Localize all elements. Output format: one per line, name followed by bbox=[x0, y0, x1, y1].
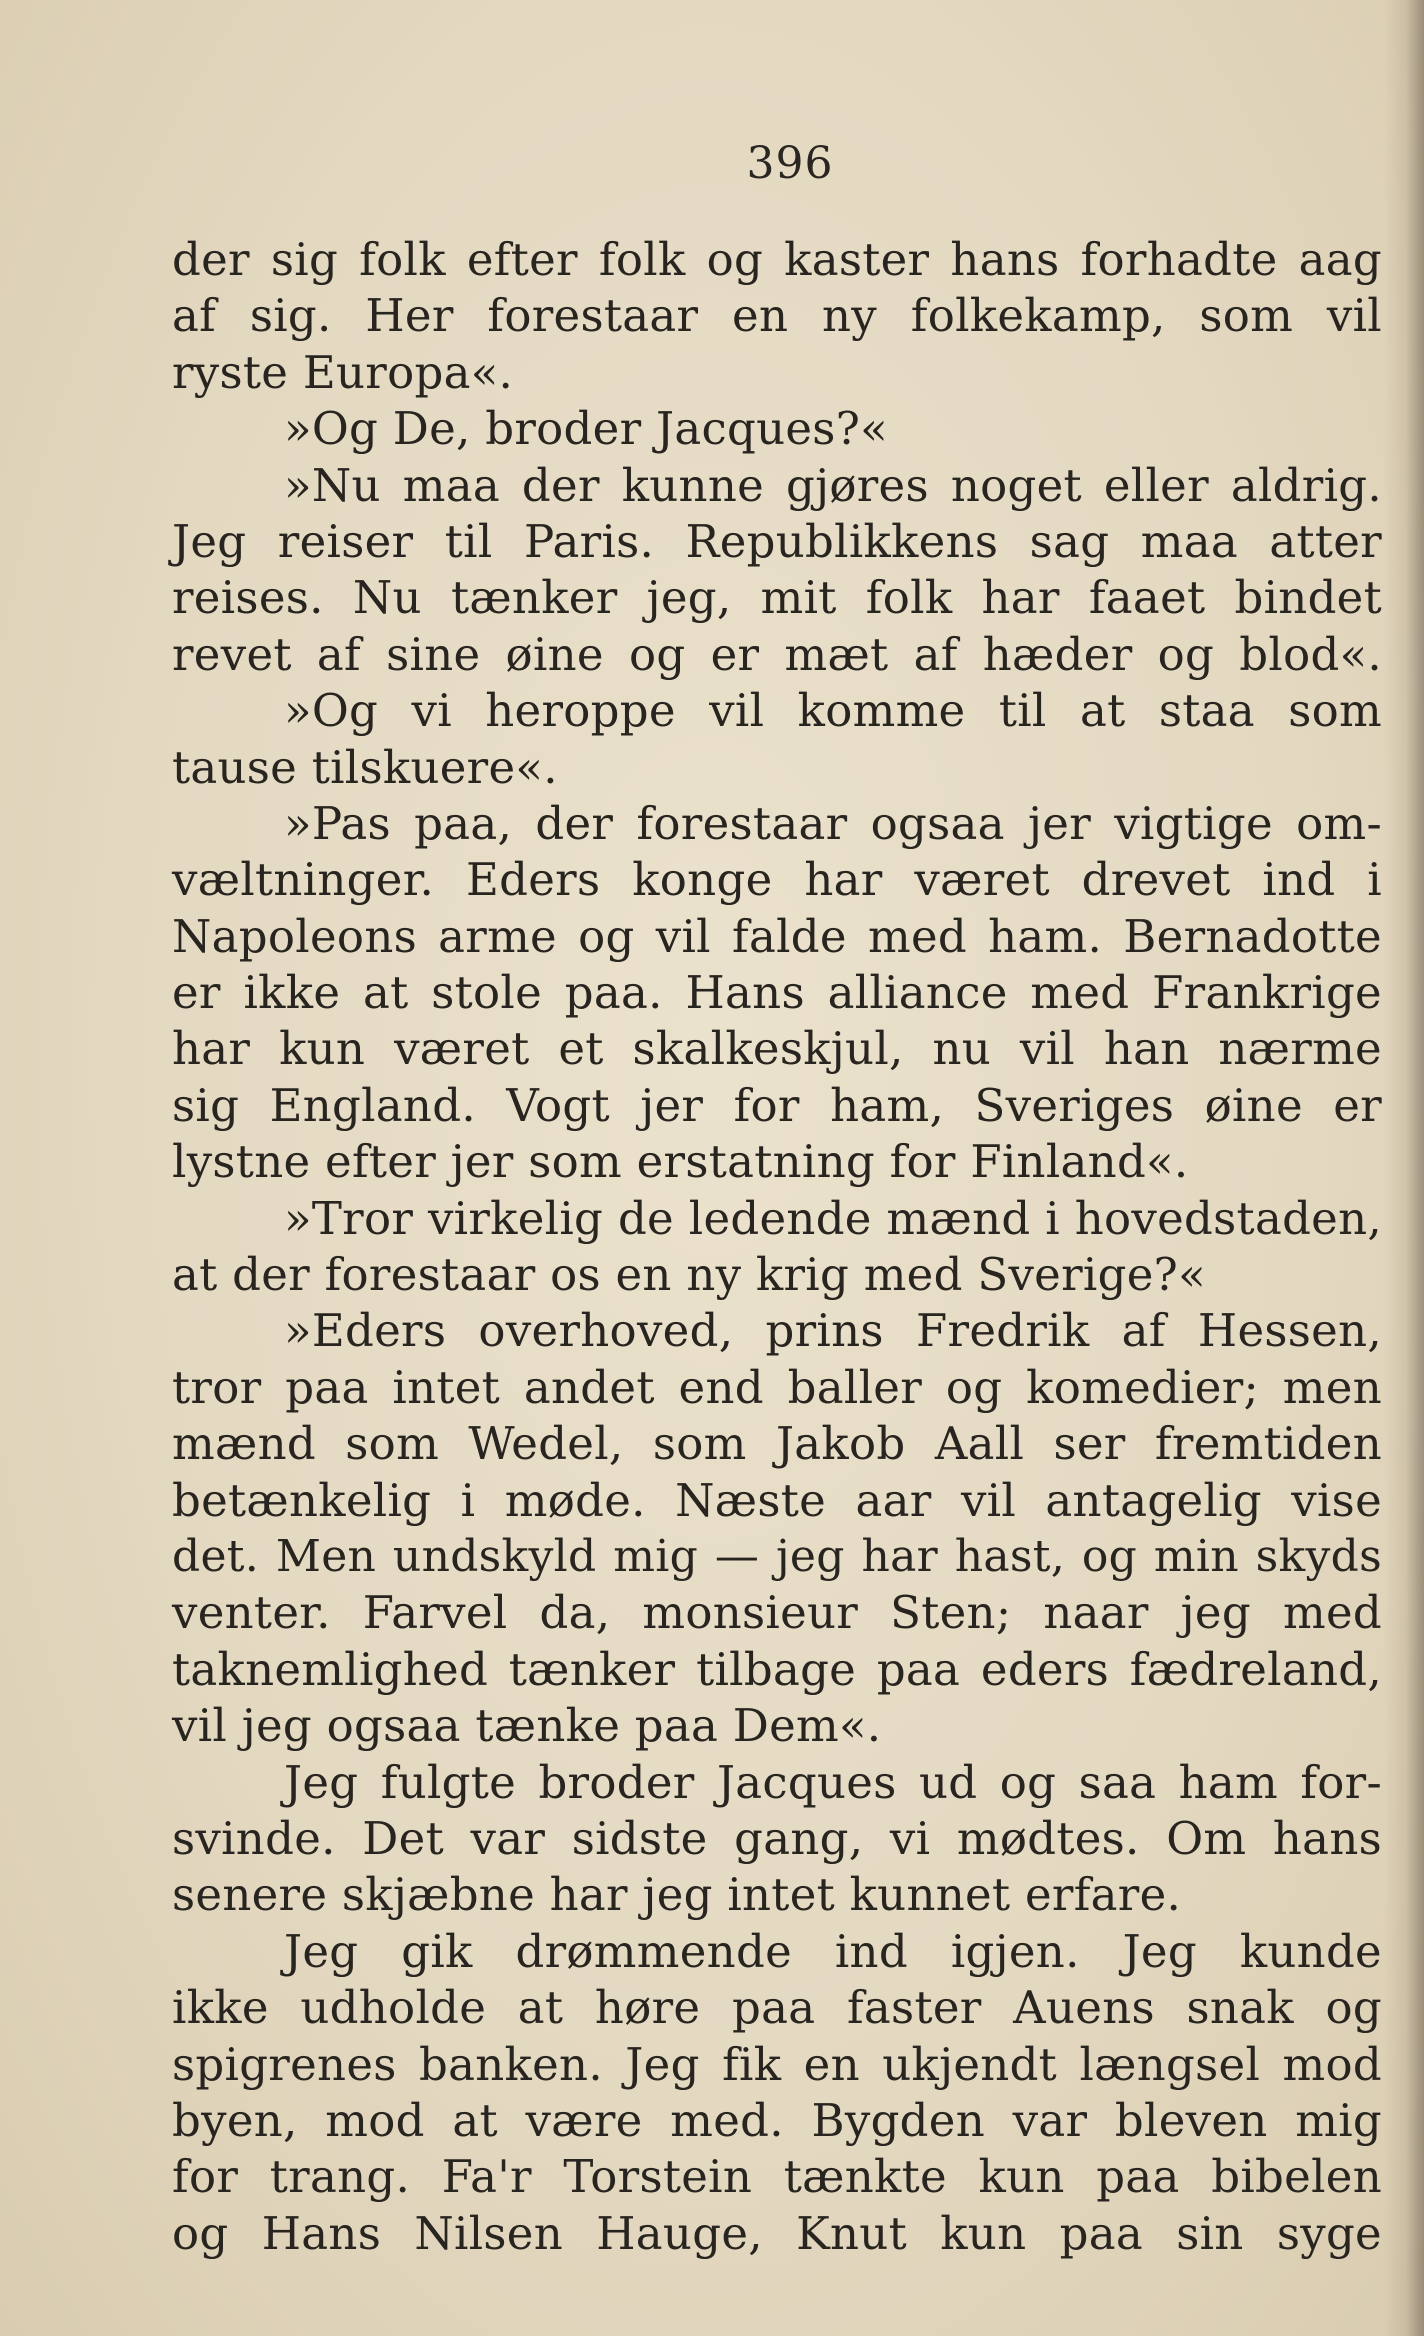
body-text bbox=[172, 232, 1382, 2262]
text-line: »Og vi heroppe vil komme til at staa som bbox=[284, 684, 1382, 738]
text-line: væltninger. Eders konge har været drevet ind i bbox=[172, 853, 1382, 907]
text-line: Napoleons arme og vil falde med ham. Bernadotte bbox=[172, 909, 1382, 963]
text-line: ikke udholde at høre paa faster Auens snak og bbox=[172, 1981, 1382, 2035]
text-line: mænd som Wedel, som Jakob Aall ser fremtiden bbox=[172, 1417, 1382, 1471]
text-line: at der forestaar os en ny krig med Sverige?« bbox=[172, 1248, 1206, 1302]
text-line: har kun været et skalkeskjul, nu vil han nærme bbox=[172, 1022, 1382, 1076]
text-line: senere skjæbne har jeg intet kunnet erfare. bbox=[172, 1868, 1182, 1922]
text-line: »Nu maa der kunne gjøres noget eller aldrig. bbox=[284, 458, 1382, 512]
text-line: revet af sine øine og er mæt af hæder og blod«. bbox=[172, 627, 1382, 681]
text-line: svinde. Det var sidste gang, vi mødtes. Om hans bbox=[172, 1811, 1382, 1865]
text-line: byen, mod at være med. Bygden var bleven mig bbox=[172, 2093, 1382, 2147]
text-line: sig England. Vogt jer for ham, Sveriges øine er bbox=[172, 1078, 1382, 1132]
text-line: »Tror virkelig de ledende mænd i hovedstaden, bbox=[284, 1191, 1382, 1245]
text-line: »Eders overhoved, prins Fredrik af Hessen, bbox=[284, 1304, 1382, 1358]
text-line: lystne efter jer som erstatning for Finland«. bbox=[172, 1135, 1189, 1189]
text-line: »Pas paa, der forestaar ogsaa jer vigtige om- bbox=[284, 796, 1382, 850]
text-line: det. Men undskyld mig — jeg har hast, og min skyds bbox=[172, 1530, 1382, 1582]
text-line: tause tilskuere«. bbox=[172, 740, 558, 794]
text-line: og Hans Nilsen Hauge, Knut kun paa sin syge bbox=[172, 2206, 1382, 2260]
text-line: der sig folk efter folk og kaster hans forhadte aag bbox=[172, 233, 1382, 286]
text-line: reises. Nu tænker jeg, mit folk har faaet bindet bbox=[172, 571, 1382, 625]
text-line: vil jeg ogsaa tænke paa Dem«. bbox=[172, 1699, 882, 1753]
text-line: spigrenes banken. Jeg fik en ukjendt længsel mod bbox=[172, 2037, 1382, 2091]
text-line: taknemlighed tænker tilbage paa eders fædreland, bbox=[172, 1642, 1382, 1696]
text-line: venter. Farvel da, monsieur Sten; naar jeg med bbox=[172, 1586, 1382, 1640]
text-line: tror paa intet andet end baller og komedier; men bbox=[172, 1360, 1382, 1414]
text-line: for trang. Fa'r Torstein tænkte kun paa bibelen bbox=[172, 2150, 1382, 2204]
page-edge-shadow bbox=[1384, 0, 1424, 2336]
text-line: er ikke at stole paa. Hans alliance med Frankrige bbox=[172, 966, 1382, 1020]
page-number: 396 bbox=[746, 138, 834, 189]
text-line: ryste Europa«. bbox=[172, 345, 514, 399]
text-line: betænkelig i møde. Næste aar vil antagelig vise bbox=[172, 1473, 1382, 1527]
text-line: Jeg fulgte broder Jacques ud og saa ham for- bbox=[284, 1755, 1382, 1809]
text-line: Jeg reiser til Paris. Republikkens sag maa atter bbox=[172, 514, 1382, 568]
text-line: Jeg gik drømmende ind igjen. Jeg kunde bbox=[284, 1924, 1382, 1978]
text-line: af sig. Her forestaar en ny folkekamp, som vil bbox=[172, 289, 1382, 343]
text-line: »Og De, broder Jacques?« bbox=[284, 402, 888, 456]
